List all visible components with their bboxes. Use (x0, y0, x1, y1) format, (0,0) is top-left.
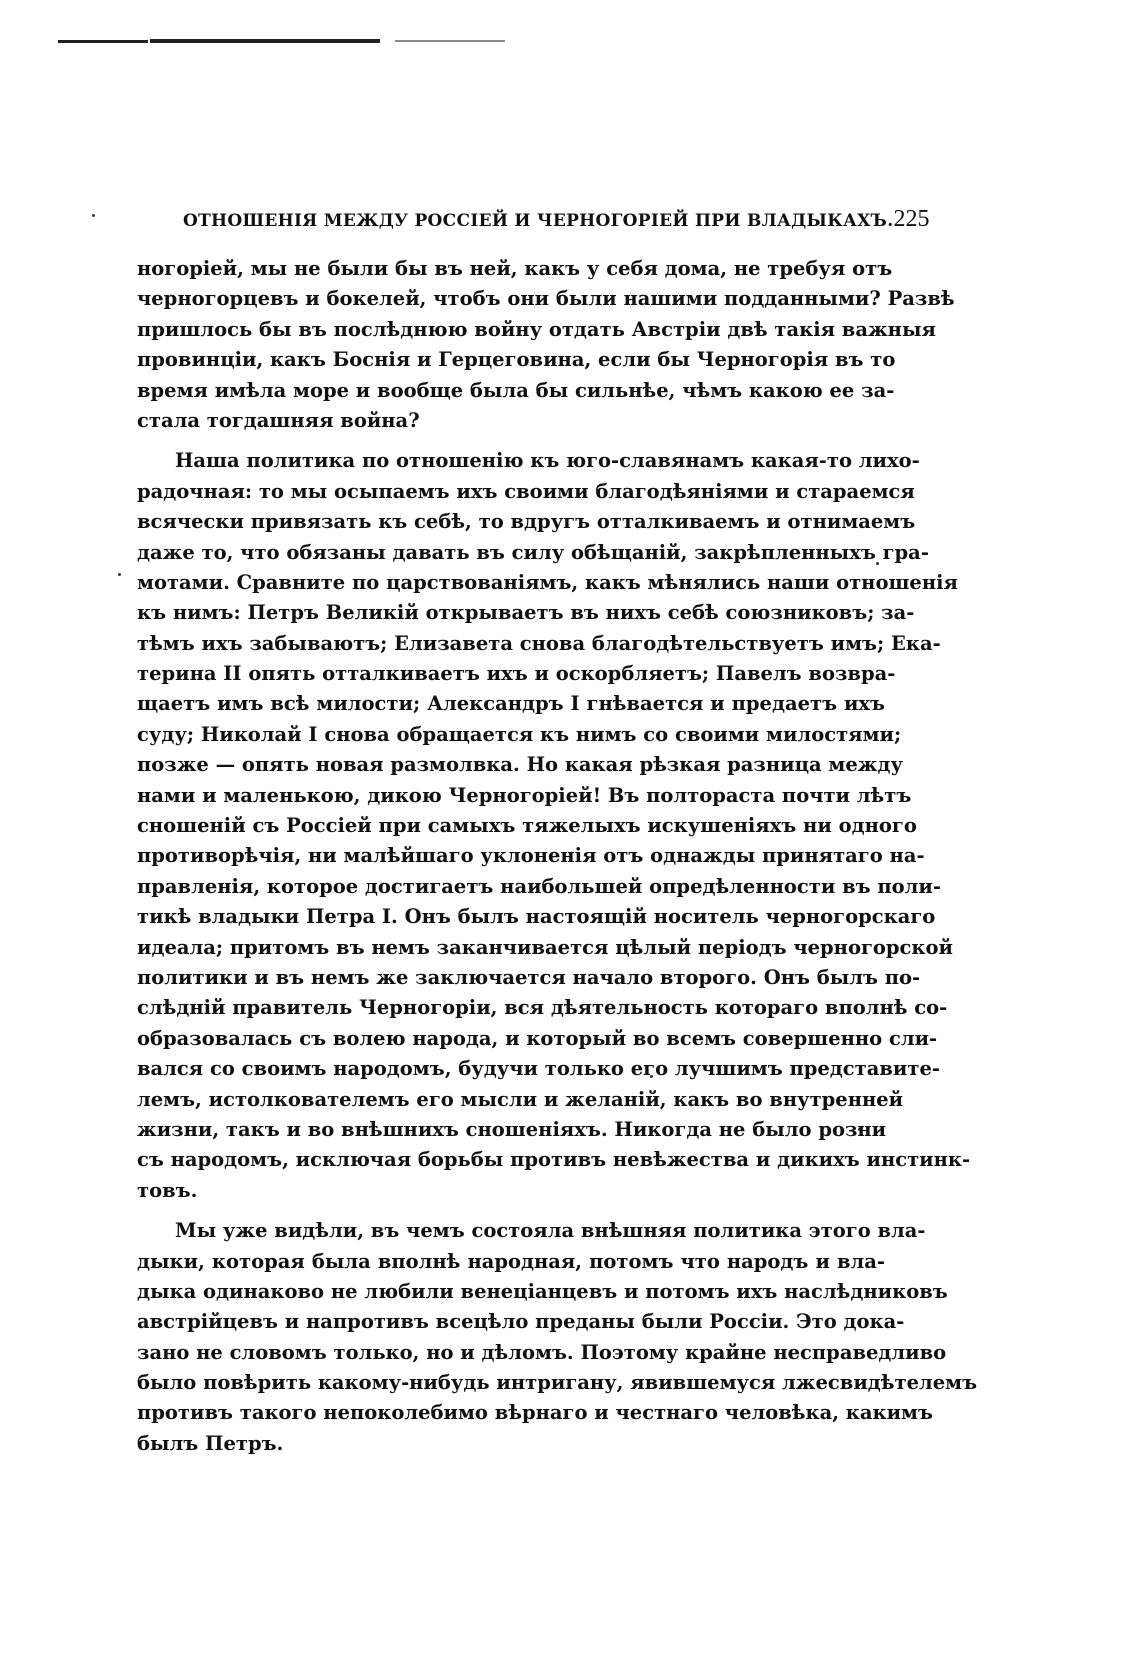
text-line: образовалась съ волею народа, и который во всемъ совершенно сли- (137, 1026, 938, 1050)
text-line: стала тогдашняя война? (137, 408, 420, 432)
page-header (183, 206, 930, 233)
paragraph (137, 446, 971, 1206)
text-line: щаетъ имъ всѣ милости; Александръ I гнѣвается и предаетъ ихъ (137, 692, 885, 716)
text-line: противъ такого непоколебимо вѣрнаго и честнаго человѣка, какимъ (137, 1401, 933, 1425)
text-line: Мы уже видѣли, въ чемъ состояла внѣшняя политика этого вла- (175, 1219, 926, 1243)
text-line: правленія, которое достигаетъ наибольшей опредѣленности въ поли- (137, 874, 941, 898)
text-line: ногоріей, мы не были бы въ ней, какъ у себя дома, не требуя отъ (137, 257, 893, 280)
body-text (137, 254, 978, 1459)
text-line: тѣмъ ихъ забываютъ; Елизавета снова благодѣтельствуетъ имъ; Ека- (137, 631, 941, 655)
text-line: мотами. Сравните по царствованіямъ, какъ мѣнялись наши отношенія (137, 570, 958, 594)
text-line: черногорцевъ и бокелей, чтобъ они были нашими подданными? Развѣ (137, 287, 955, 311)
top-rule-left (58, 40, 148, 43)
text-line: всячески привязать къ себѣ, то вдругъ отталкиваемъ и отнимаемъ (137, 510, 916, 534)
text-line: сношеній съ Россіей при самыхъ тяжелыхъ искушеніяхъ ни одного (137, 814, 917, 838)
text-line: слѣдній правитель Черногоріи, вся дѣятельность котораго вполнѣ со- (137, 996, 948, 1020)
text-line: политики и въ немъ же заключается начало второго. Онъ былъ по- (137, 965, 921, 989)
text-line: радочная: то мы осыпаемъ ихъ своими благодѣяніями и стараемся (137, 479, 915, 503)
text-line: лемъ, истолкователемъ его мысли и желаній, какъ во внутренней (137, 1087, 904, 1111)
text-line: было повѣрить какому-нибудь интригану, явившемуся лжесвидѣтелемъ (137, 1371, 978, 1395)
text-line: зано не словомъ только, но и дѣломъ. Поэтому крайне несправедливо (137, 1340, 947, 1364)
margin-speck (118, 573, 121, 576)
text-line: австрійцевъ и напротивъ всецѣло преданы были Россіи. Это дока- (137, 1310, 905, 1334)
text-line: позже — опять новая размолвка. Но какая рѣзкая разница между (137, 753, 903, 777)
text-line: суду; Николай I снова обращается къ нимъ со своими милостями; (137, 722, 902, 746)
text-line: нами и маленькою, дикою Черногоріей! Въ полтораста почти лѣтъ (137, 783, 912, 807)
text-line: къ нимъ: Петръ Великій открываетъ въ нихъ себѣ союзниковъ; за- (137, 601, 915, 625)
text-line: товъ. (137, 1178, 198, 1202)
text-line: тикѣ владыки Петра I. Онъ былъ настоящій носитель черногорскаго (137, 905, 936, 929)
text-line: съ народомъ, исключая борьбы противъ невѣжества и дикихъ инстинк- (137, 1148, 971, 1172)
text-line: противорѣчія, ни малѣйшаго уклоненія отъ однажды принятаго на- (137, 844, 925, 868)
text-line: даже то, что обязаны давать въ силу обѣщаній, закрѣпленныхъ гра- (137, 540, 929, 564)
text-line: время имѣла море и вообще была бы сильнѣе, чѣмъ какою ее за- (137, 378, 895, 402)
text-line: дыки, которая была вполнѣ народная, потомъ что народъ и вла- (137, 1249, 885, 1273)
paragraph-gap (137, 1206, 885, 1216)
top-rule-mid (150, 39, 380, 43)
text-line: провинціи, какъ Боснія и Герцеговина, если бы Черногорія въ то (137, 348, 896, 372)
text-line: идеала; притомъ въ немъ заканчивается цѣлый періодъ черногорской (137, 935, 953, 959)
margin-speck (92, 214, 95, 217)
top-rule-right (395, 40, 505, 42)
text-line: вался со своимъ народомъ, будучи только его лучшимъ представите- (137, 1057, 940, 1081)
paragraph (137, 1216, 978, 1459)
running-head: ОТНОШЕНІЯ МЕЖДУ РОССІЕЙ И ЧЕРНОГОРІЕЙ ПРИ ВЛАДЫКАХЪ. (183, 211, 894, 231)
text-line: дыка одинаково не любили венеціанцевъ и потомъ ихъ наслѣдниковъ (137, 1279, 948, 1303)
paragraph (137, 254, 955, 436)
text-line: былъ Петръ. (137, 1431, 284, 1455)
text-line: Наша политика по отношенію къ юго-славянамъ какая-то лихо- (175, 449, 920, 473)
text-line: терина II опять отталкиваетъ ихъ и оскорбляетъ; Павелъ возвра- (137, 662, 896, 686)
paragraph-gap (137, 436, 885, 446)
page-number: 225 (893, 206, 930, 232)
text-line: пришлось бы въ послѣднюю войну отдать Австріи двѣ такія важныя (137, 317, 936, 341)
text-line: жизни, такъ и во внѣшнихъ сношеніяхъ. Никогда не было розни (137, 1117, 887, 1141)
